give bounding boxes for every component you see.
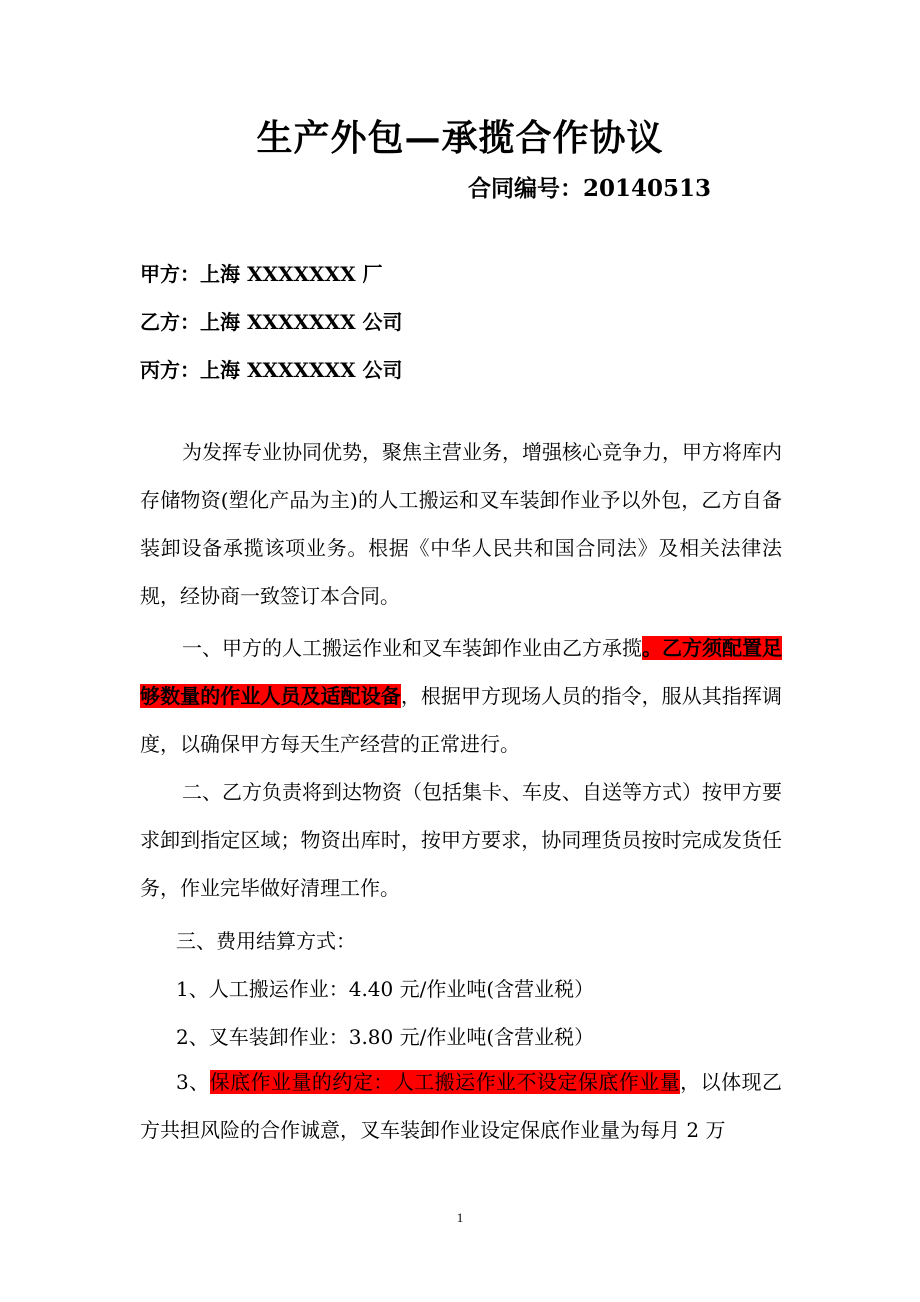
fee-item-3-prefix: 3、 [176,1070,210,1094]
party-a: 甲方：上海 XXXXXXX 厂 [140,262,383,286]
party-b: 乙方：上海 XXXXXXX 公司 [140,310,403,334]
fee-item-3 [140,1058,782,1154]
clause-2: 二、乙方负责将到达物资（包括集卡、车皮、自送等方式）按甲方要求卸到指定区域；物资出库时，按甲方要求，协同理货员按时完成发货任务，作业完毕做好清理工作。 [140,780,782,900]
fee-item-1: 1、人工搬运作业：4.40 元/作业吨(含营业税） [176,977,595,1001]
contract-number: 合同编号：20140513 [468,175,712,202]
party-c: 丙方：上海 XXXXXXX 公司 [140,358,403,382]
fee-item-2: 2、叉车装卸作业：3.80 元/作业吨(含营业税） [176,1025,595,1049]
clause-1 [140,624,782,768]
fee-item-3-suffix: ，以体现乙方共担风险的合作诚意，叉车装卸作业设定保底作业量为每月 2 万 [140,1070,783,1142]
intro-paragraph: 为发挥专业协同优势，聚焦主营业务，增强核心竞争力，甲方将库内存储物资(塑化产品为主)的人工搬运和叉车装卸作业予以外包，乙方自备装卸设备承揽该项业务。根据《中华人民共和国合同法》及相关法律法规，经协商一致签订本合同。 [140,440,782,608]
page-title: 生产外包—承揽合作协议 [256,117,664,159]
clause-3-heading: 三、费用结算方式： [176,929,356,953]
clause-1-highlight: 。乙方须配置足够数量的作业人员及适配设备 [140,636,782,708]
clause-1-prefix: 一、甲方的人工搬运作业和叉车装卸作业由乙方承揽 [182,636,642,660]
clause-1-suffix: ，根据甲方现场人员的指令，服从其指挥调度，以确保甲方每天生产经营的正常进行。 [140,684,783,756]
fee-item-3-highlight: 保底作业量的约定：人工搬运作业不设定保底作业量 [209,1070,681,1094]
page-number: 1 [456,1210,464,1225]
